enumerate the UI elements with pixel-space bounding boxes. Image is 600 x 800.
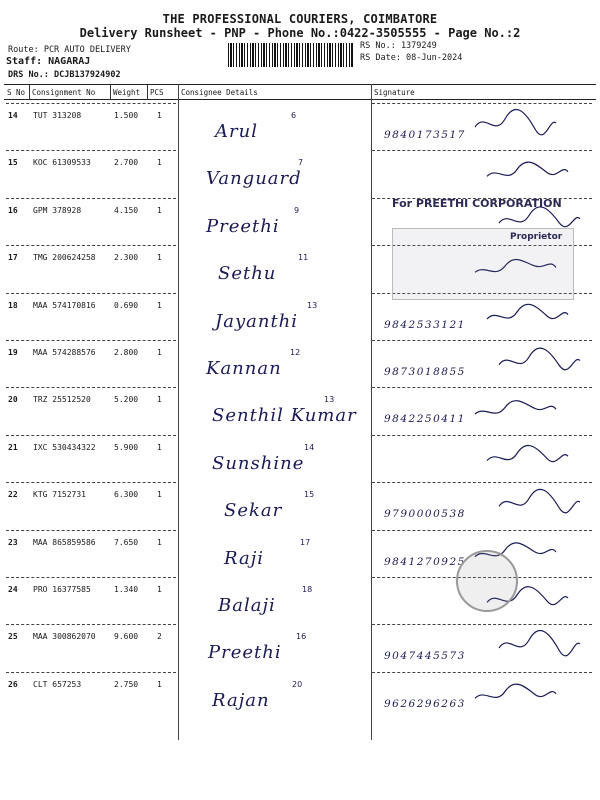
rs-date: RS Date: 08-Jun-2024 (360, 53, 463, 63)
col-signature: Signature (374, 88, 415, 97)
row-separator (6, 150, 176, 151)
runsheet-title: Delivery Runsheet - PNP - Phone No.:0422-3505555 - Page No.:2 (79, 26, 521, 40)
consignee-handwritten-name: Arul (215, 121, 258, 142)
row-separator (372, 482, 592, 483)
consignment-number: MAA 300862070 (33, 632, 96, 642)
signature-scribble (482, 439, 572, 473)
col-sno: S No (7, 88, 26, 97)
serial-number: 14 (8, 111, 18, 120)
receiver-phone: 9790000538 (384, 508, 466, 521)
table-row (0, 387, 600, 427)
consignee-sequence-number: 9 (294, 205, 300, 215)
serial-number: 25 (8, 632, 18, 642)
row-separator (372, 672, 592, 673)
serial-number: 22 (8, 490, 18, 500)
consignment-number: PRO 16377585 (33, 585, 91, 594)
row-separator (6, 530, 176, 531)
consignment-number: TMG 200624258 (33, 253, 96, 263)
weight-value: 5.200 (114, 395, 139, 405)
consignee-sequence-number: 15 (304, 490, 315, 500)
serial-number: 21 (8, 442, 18, 452)
table-top-border (4, 84, 596, 85)
row-separator (6, 245, 176, 246)
table-row (0, 672, 600, 712)
consignment-number: CLT 657253 (33, 679, 82, 689)
consignment-number: MAA 865859586 (33, 537, 96, 547)
receiver-phone: 9842250411 (384, 413, 466, 426)
signature-scribble (470, 107, 560, 141)
consignee-handwritten-name: Sunshine (212, 452, 305, 474)
row-separator (6, 198, 176, 199)
col-pcs: PCS (150, 88, 164, 97)
pieces-count: 1 (157, 253, 162, 263)
consignee-sequence-number: 6 (291, 111, 297, 120)
weight-value: 2.800 (114, 348, 139, 357)
row-separator (6, 387, 176, 388)
table-row (0, 435, 600, 475)
pieces-count: 1 (157, 111, 162, 120)
consignee-sequence-number: 17 (300, 537, 311, 547)
row-separator (6, 672, 176, 673)
consignee-handwritten-name: Preethi (208, 642, 282, 664)
consignment-number: KTG 7152731 (33, 490, 86, 500)
consignee-handwritten-name: Sethu (218, 263, 277, 285)
col-consignment: Consignment No (32, 88, 96, 97)
receiver-phone: 9047445573 (384, 650, 466, 663)
drs-number: DRS No.: DCJB137924902 (8, 70, 121, 80)
weight-value: 4.150 (114, 205, 139, 215)
signature-scribble (470, 676, 560, 710)
serial-number: 23 (8, 537, 18, 547)
signature-scribble (494, 344, 584, 378)
round-seal (456, 550, 518, 612)
row-separator (372, 530, 592, 531)
row-separator (6, 435, 176, 436)
pieces-count: 1 (157, 537, 162, 547)
row-separator (372, 387, 592, 388)
consignee-sequence-number: 13 (307, 300, 318, 310)
barcode (228, 43, 354, 67)
weight-value: 0.690 (114, 300, 139, 310)
row-separator (372, 435, 592, 436)
consignment-number: MAA 574288576 (33, 348, 96, 357)
stamp-company: For PREETHI CORPORATION (392, 197, 562, 210)
receiver-phone: 9626296263 (384, 697, 466, 710)
receiver-phone: 9842533121 (384, 318, 466, 331)
consignee-sequence-number: 7 (298, 158, 304, 168)
pieces-count: 1 (157, 395, 162, 405)
consignment-number: GPM 378928 (33, 205, 82, 215)
pieces-count: 1 (157, 158, 162, 168)
signature-scribble (494, 628, 584, 662)
serial-number: 18 (8, 300, 18, 310)
staff-label: Staff: NAGARAJ (6, 56, 91, 67)
col-divider (147, 84, 148, 100)
consignee-handwritten-name: Raji (224, 547, 265, 569)
consignee-sequence-number: 20 (292, 679, 303, 689)
serial-number: 15 (8, 158, 18, 168)
col-divider (29, 84, 30, 100)
pieces-count: 1 (157, 205, 162, 215)
pieces-count: 1 (157, 348, 162, 357)
col-divider (110, 84, 111, 100)
receiver-phone: 9873018855 (384, 366, 466, 378)
row-separator (6, 103, 176, 104)
row-separator (372, 340, 592, 341)
row-separator (372, 103, 592, 104)
weight-value: 1.500 (114, 111, 139, 120)
consignee-sequence-number: 14 (304, 442, 315, 452)
signature-scribble (494, 486, 584, 520)
consignment-number: TRZ 25512520 (33, 395, 91, 405)
company-title: THE PROFESSIONAL COURIERS, COIMBATORE (162, 12, 438, 26)
consignee-handwritten-name: Balaji (218, 595, 276, 616)
serial-number: 26 (8, 679, 18, 689)
weight-value: 2.700 (114, 158, 139, 168)
receiver-phone: 9841270925 (384, 555, 466, 568)
consignment-number: IXC 530434322 (33, 442, 96, 452)
table-row (0, 482, 600, 522)
consignee-sequence-number: 12 (290, 348, 301, 357)
consignee-sequence-number: 13 (324, 395, 335, 405)
consignee-handwritten-name: Kannan (206, 358, 282, 379)
row-separator (372, 624, 592, 625)
table-row (0, 624, 600, 664)
consignee-handwritten-name: Sekar (224, 500, 283, 522)
consignment-number: MAA 574170816 (33, 300, 96, 310)
signature-scribble (482, 297, 572, 331)
weight-value: 2.750 (114, 679, 139, 689)
row-separator (6, 577, 176, 578)
consignee-handwritten-name: Senthil Kumar (212, 405, 357, 427)
rs-number: RS No.: 1379249 (360, 41, 437, 51)
serial-number: 16 (8, 205, 18, 215)
weight-value: 2.300 (114, 253, 139, 263)
table-row (0, 150, 600, 190)
consignee-handwritten-name: Vanguard (206, 168, 302, 190)
consignment-number: TUT 313208 (33, 111, 82, 120)
weight-value: 6.300 (114, 490, 139, 500)
signature-scribble (470, 391, 560, 425)
route-label: Route: PCR AUTO DELIVERY (8, 45, 131, 55)
receiver-phone: 9840173517 (384, 129, 466, 141)
signature-scribble (482, 154, 572, 188)
row-separator (6, 340, 176, 341)
table-row (0, 340, 600, 380)
serial-number: 24 (8, 585, 18, 594)
pieces-count: 1 (157, 679, 162, 689)
weight-value: 5.900 (114, 442, 139, 452)
pieces-count: 1 (157, 300, 162, 310)
consignee-sequence-number: 11 (298, 253, 309, 263)
serial-number: 20 (8, 395, 18, 405)
col-consignee: Consignee Details (181, 88, 258, 97)
consignment-number: KOC 61309533 (33, 158, 91, 168)
pieces-count: 2 (157, 632, 162, 642)
consignee-handwritten-name: Jayanthi (215, 310, 299, 332)
serial-number: 19 (8, 348, 18, 357)
table-row (0, 103, 600, 143)
row-separator (6, 624, 176, 625)
pieces-count: 1 (157, 442, 162, 452)
serial-number: 17 (8, 253, 18, 263)
weight-value: 9.600 (114, 632, 139, 642)
consignee-handwritten-name: Preethi (206, 215, 280, 237)
weight-value: 7.650 (114, 537, 139, 547)
pieces-count: 1 (157, 585, 162, 594)
consignee-sequence-number: 18 (302, 585, 313, 594)
stamp-proprietor: Proprietor (510, 232, 563, 242)
row-separator (6, 293, 176, 294)
col-weight: Weight (113, 88, 141, 97)
consignee-sequence-number: 16 (296, 632, 307, 642)
weight-value: 1.340 (114, 585, 139, 594)
pieces-count: 1 (157, 490, 162, 500)
row-separator (6, 482, 176, 483)
table-header-border (4, 99, 596, 100)
consignee-handwritten-name: Rajan (212, 689, 270, 711)
row-separator (372, 150, 592, 151)
